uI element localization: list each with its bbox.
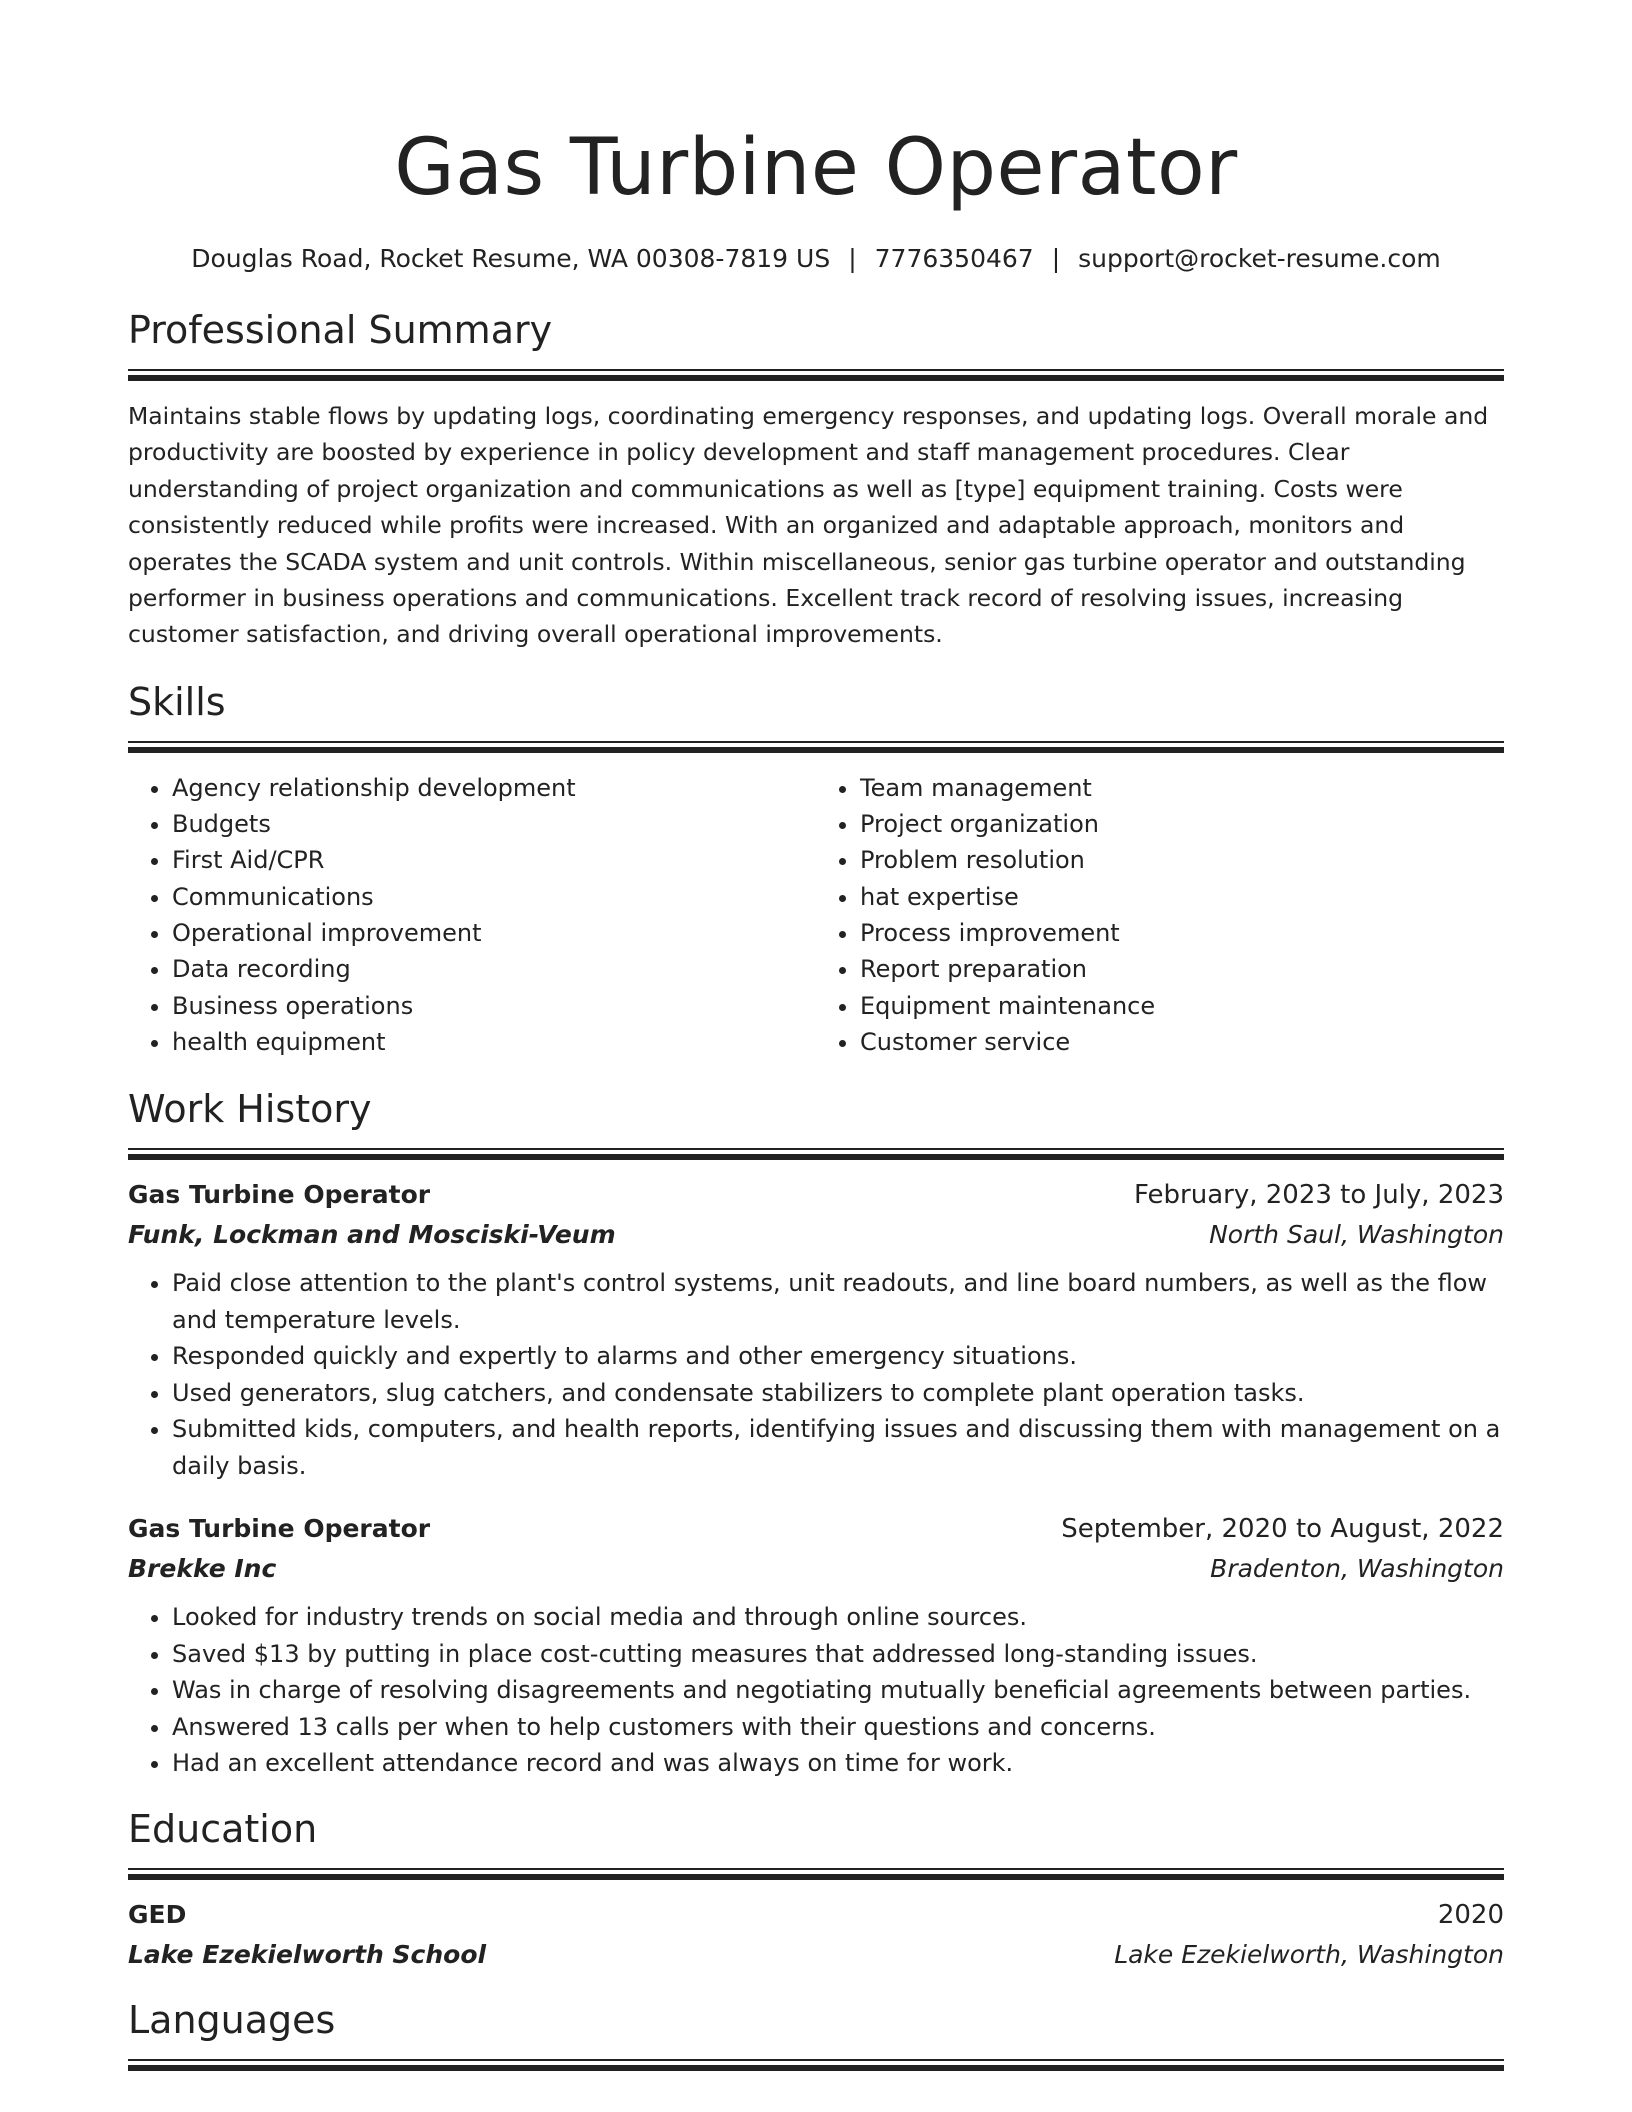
job-subheader — [128, 1215, 1504, 1255]
section-divider — [128, 1868, 1504, 1880]
education-subheader — [128, 1935, 1504, 1975]
job-bullets — [128, 1265, 1504, 1484]
job-header — [128, 1509, 1504, 1549]
section-divider — [128, 369, 1504, 381]
skill-item: • Budgets — [172, 806, 816, 842]
job-bullet: • Used generators, slug catchers, and condensate stabilizers to complete plant operation tasks. — [172, 1375, 1504, 1412]
skill-item: • hat expertise — [860, 879, 1504, 915]
contact-line — [128, 242, 1504, 276]
job-bullet: • Was in charge of resolving disagreements and negotiating mutually beneficial agreements between parties. — [172, 1672, 1504, 1709]
job-bullet: • Submitted kids, computers, and health reports, identifying issues and discussing them with management on a daily basis. — [172, 1411, 1504, 1484]
education-school: Lake Ezekielworth School — [128, 1939, 487, 1969]
skill-item: • Business operations — [172, 988, 816, 1024]
education-year: 2020 — [1437, 1899, 1504, 1930]
job-bullet: • Looked for industry trends on social media and through online sources. — [172, 1599, 1504, 1636]
skill-item: • Agency relationship development — [172, 770, 816, 806]
skill-item: • Communications — [172, 879, 816, 915]
section-divider — [128, 1148, 1504, 1160]
job-title: Gas Turbine Operator — [128, 1514, 431, 1544]
skill-item: • Project organization — [860, 806, 1504, 842]
job-bullets — [128, 1599, 1504, 1782]
job-bullet: • Answered 13 calls per when to help customers with their questions and concerns. — [172, 1709, 1504, 1746]
education-location: Lake Ezekielworth, Washington — [1114, 1939, 1504, 1969]
job-company: Funk, Lockman and Mosciski-Veum — [128, 1220, 616, 1250]
skills-heading: Skills — [128, 679, 226, 724]
job-title: Gas Turbine Operator — [128, 1180, 431, 1210]
contact-separator: | — [1051, 244, 1061, 273]
job-location: Bradenton, Washington — [1210, 1554, 1504, 1584]
skill-item: • Team management — [860, 770, 1504, 806]
section-divider — [128, 741, 1504, 753]
education-entry — [128, 1895, 1504, 1975]
job-location: North Saul, Washington — [1209, 1220, 1504, 1250]
languages-section — [128, 1995, 1504, 2071]
skills-column-left — [128, 770, 816, 1060]
skills-section — [128, 677, 1504, 1060]
work-history-section — [128, 1084, 1504, 1782]
job-bullet: • Had an excellent attendance record and was always on time for work. — [172, 1745, 1504, 1782]
skill-item: • Problem resolution — [860, 842, 1504, 878]
section-divider — [128, 2059, 1504, 2071]
skill-item: • Process improvement — [860, 915, 1504, 951]
skill-item: • First Aid/CPR — [172, 842, 816, 878]
skill-item: • Customer service — [860, 1024, 1504, 1060]
job-subheader — [128, 1549, 1504, 1589]
job-entry — [128, 1175, 1504, 1484]
education-heading: Education — [128, 1806, 318, 1851]
job-bullet: • Paid close attention to the plant's control systems, unit readouts, and line board numbers, as well as the flow and temperature levels. — [172, 1265, 1504, 1338]
resume-title: Gas Turbine Operator — [394, 123, 1238, 213]
education-section — [128, 1804, 1504, 1975]
summary-heading: Professional Summary — [128, 308, 553, 352]
job-bullet: • Responded quickly and expertly to alarms and other emergency situations. — [172, 1338, 1504, 1375]
job-dates: September, 2020 to August, 2022 — [1061, 1514, 1504, 1545]
skill-item: • Data recording — [172, 951, 816, 987]
skill-item: • health equipment — [172, 1024, 816, 1060]
job-dates: February, 2023 to July, 2023 — [1134, 1180, 1504, 1211]
education-degree: GED — [128, 1899, 187, 1929]
contact-phone: 7776350467 — [874, 244, 1034, 273]
contact-address: Douglas Road, Rocket Resume, WA 00308-7819 US — [191, 244, 831, 273]
job-header — [128, 1175, 1504, 1215]
skill-item: • Operational improvement — [172, 915, 816, 951]
skills-list — [128, 770, 1504, 1060]
work-history-heading: Work History — [128, 1087, 372, 1132]
contact-email: support@rocket-resume.com — [1078, 244, 1441, 273]
contact-separator: | — [848, 244, 857, 273]
summary-text: Maintains stable flows by updating logs, coordinating emergency responses, and updating logs. Overall morale and productivity are boosted by experience in policy development and staff management procedures. Clear understanding of project organization and communications as well as [type] equipment training. Costs were consistently reduced while profits were increased. With an organized and adaptable approach, monitors and operates the SCADA system and unit controls. Within miscellaneous, senior gas turbine operator and outstanding performer in business operations and communications. Excellent track record of resolving issues, increasing customer satisfaction, and driving overall operational improvements. — [128, 402, 1489, 649]
job-bullet: • Saved $13 by putting in place cost-cutting measures that addressed long-standing issues. — [172, 1636, 1504, 1673]
skill-item: • Equipment maintenance — [860, 988, 1504, 1024]
skill-item: • Report preparation — [860, 951, 1504, 987]
languages-heading: Languages — [128, 1997, 336, 2042]
skills-column-right — [816, 770, 1504, 1060]
job-entry — [128, 1509, 1504, 1782]
job-company: Brekke Inc — [128, 1554, 277, 1584]
summary-section — [128, 305, 1504, 653]
education-header — [128, 1895, 1504, 1935]
resume-page — [128, 0, 1504, 2071]
